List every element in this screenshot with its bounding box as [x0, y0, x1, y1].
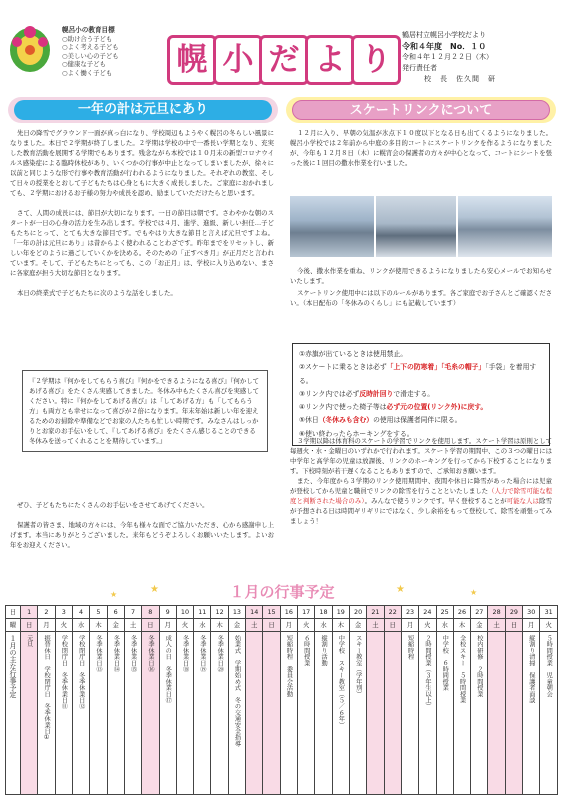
- calendar-event: 冬季休業日⑲: [194, 632, 211, 795]
- calendar-weekday: 火: [419, 619, 436, 632]
- calendar-day: 22: [384, 606, 401, 619]
- paragraph: 今後、撒水作業を重ね、リンクが使用できるようになりましたら安心メールでお知らせいたします。: [290, 267, 552, 285]
- calendar-day: 31: [540, 606, 558, 619]
- calendar-day: 4: [72, 606, 89, 619]
- calendar-day: 3: [55, 606, 72, 619]
- calendar-weekday: 日: [384, 619, 401, 632]
- rule-item: ③リンク内では必ず反時計回りで滑走する。: [299, 389, 435, 398]
- paragraph: 保護者の皆さま、地域の方々には、今年も様々な面でご協力いただき、心から感謝申し上げます。本当にありがとうございました。来年もどうぞよろしくお願いいたします。よいお年をお迎えください。: [10, 521, 274, 549]
- calendar-weekday: 金: [107, 619, 124, 632]
- calendar-event: ２時間授業（３年生以上）: [419, 632, 436, 795]
- calendar-day: 16: [280, 606, 297, 619]
- calendar-event-row: [6, 632, 558, 795]
- calendar-day: 1: [21, 606, 38, 619]
- calendar-weekday: 水: [72, 619, 89, 632]
- paragraph: ３学期以降は体育科のスケートの学習でリンクを使用します。スケート学習は原則として毎週火・水・金曜日のいずれかで行われます。スケート学習の期間中、この３つの曜日には中学年と高学年の児童は放課後、リンクのホーキングを行ってから下校することになります。下校時刻が若干遅くなることもありますので、ご承知おき願います。: [290, 437, 552, 475]
- calendar-weekday: 月: [38, 619, 55, 632]
- calendar-event: 振替休日 学校閉庁日 冬季休業日①: [38, 632, 55, 795]
- calendar-event: 校内研修 ２時間授業: [471, 632, 488, 795]
- calendar-weekday: 日: [505, 619, 522, 632]
- calendar-weekday: 土: [246, 619, 263, 632]
- calendar-event: 短縮時程 委員会活動: [280, 632, 297, 795]
- calendar-event: [488, 632, 505, 795]
- paragraph: １２月に入り、早朝の気温が氷点下１０度以下となる日も出てくるようになりました。幌呂小学校では２年前から中庭の多目的コートにスケートリンクを作るようになりましたが、今年も１２月８日（木）に幌宵会の保護者の方々が中心となって、コートにシートを張った後に１回目の撒水作業を行いました。: [290, 129, 552, 167]
- calendar-day: 20: [349, 606, 366, 619]
- calendar-weekday: 水: [436, 619, 453, 632]
- title-char: よ: [305, 35, 355, 85]
- calendar-weekday-row: [6, 619, 558, 632]
- calendar-day: 24: [419, 606, 436, 619]
- title-char: 小: [213, 35, 263, 85]
- calendar-day: 15: [263, 606, 280, 619]
- goal-item: ○よく考える子ども: [62, 43, 119, 52]
- calendar-event: ６時間授業: [298, 632, 315, 795]
- left-article-heading: [8, 97, 278, 123]
- calendar-event: [246, 632, 263, 795]
- calendar-event: 始業式 学期始め式 冬の交通安全指導: [228, 632, 245, 795]
- side-label: １月の主な行事予定: [6, 632, 21, 795]
- goal-item: ○健康な子ども: [62, 60, 106, 69]
- calendar-weekday: 月: [401, 619, 418, 632]
- event-calendar: [5, 605, 558, 795]
- title-char: 幌: [167, 35, 217, 85]
- school-name: 鶴居村立幌呂小学校だより: [402, 31, 486, 39]
- calendar-title: １月の行事予定: [229, 583, 335, 601]
- calendar-event: 縦割り活動: [315, 632, 332, 795]
- issue-number: 令和４年度 No．１０: [402, 42, 487, 51]
- calendar-event: 学校閉庁日 冬季休業日⑫: [72, 632, 89, 795]
- calendar-weekday: 日: [21, 619, 38, 632]
- calendar-day: 26: [453, 606, 470, 619]
- calendar-day: 13: [228, 606, 245, 619]
- calendar-day: 27: [471, 606, 488, 619]
- calendar-event: 縦割り清掃 保護者面談: [523, 632, 540, 795]
- publisher-label: 発行責任者: [402, 64, 437, 72]
- calendar-event: [384, 632, 401, 795]
- calendar-event: 成人の日 冬季休業日⑰: [159, 632, 176, 795]
- rink-photo: [376, 196, 456, 257]
- goal-item: ○美しい心の子ども: [62, 51, 119, 60]
- calendar-weekday: 木: [453, 619, 470, 632]
- day-label: 日: [6, 606, 21, 619]
- calendar-weekday: 金: [228, 619, 245, 632]
- calendar-weekday: 火: [540, 619, 558, 632]
- calendar-event: 冬季休業日⑯: [142, 632, 159, 795]
- paragraph: スケートリンク使用中には以下のルールがあります。各ご家庭でお子さんとご確認ください。（本日配布の「冬休みのくらし」にも記載しています）: [290, 289, 552, 307]
- paragraph: 本日の終業式で子どもたちに次のような話をしました。: [17, 289, 177, 297]
- calendar-day: 21: [367, 606, 384, 619]
- calendar-day: 10: [176, 606, 193, 619]
- calendar-event: [263, 632, 280, 795]
- rule-item: ⑤休日（冬休みも含む）の使用は保護者同伴に限る。: [299, 416, 462, 425]
- calendar-event: 全校スキー ５時間授業: [453, 632, 470, 795]
- calendar-weekday: 木: [211, 619, 228, 632]
- calendar-weekday: 水: [315, 619, 332, 632]
- rule-item: ④リンク内で使った椅子等は必ず元の位置(リンク外)に戻す。: [299, 403, 488, 412]
- goals-title: 幌呂小の教育目標: [62, 26, 115, 34]
- calendar-event: 中学校 スキー教室（５／６年）: [332, 632, 349, 795]
- calendar-weekday: 木: [90, 619, 107, 632]
- calendar-event: [505, 632, 522, 795]
- right-article-closing: [290, 436, 552, 526]
- calendar-day: 19: [332, 606, 349, 619]
- calendar-day: 29: [505, 606, 522, 619]
- calendar-day: 30: [523, 606, 540, 619]
- calendar-day-row: [6, 606, 558, 619]
- calendar-event: 冬季休業日⑳: [211, 632, 228, 795]
- calendar-weekday: 木: [332, 619, 349, 632]
- calendar-weekday: 金: [471, 619, 488, 632]
- school-emblem: [8, 22, 52, 74]
- title-char: だ: [259, 35, 309, 85]
- right-article-intro: [290, 128, 552, 168]
- calendar-day: 8: [142, 606, 159, 619]
- calendar-event: スキー教室（学年別）: [349, 632, 366, 795]
- publication-info: [402, 30, 558, 85]
- calendar-day: 6: [107, 606, 124, 619]
- calendar-day: 7: [124, 606, 141, 619]
- rink-photo: [290, 196, 374, 257]
- rule-item: ①赤旗が出ているときは使用禁止。: [299, 350, 408, 358]
- paragraph: また、今年度から３学期のリンク使用期間中、夜間や休日に降雪があった場合には児童が登校してから児童と職員でリンクの除雪を行うことといたしました（人力で除雪可能な程度と判断された場合のみ）。みんなで使うリンクです。早く登校することが可能な人は除雪が予想される日は時間ギリギリにではなく、少し余裕をもって登校して、除雪を頑張ってみましょう！: [290, 477, 553, 525]
- rink-photo: [458, 196, 552, 257]
- calendar-event: 元旦: [21, 632, 38, 795]
- paragraph: ぜひ、子どもたちにたくさんのお手伝いをさせてあげてください。: [17, 501, 209, 509]
- calendar-event: 冬季休業日⑱: [176, 632, 193, 795]
- calendar-day: 17: [298, 606, 315, 619]
- title-char: り: [351, 35, 401, 85]
- issue-date: 令和４年１２月２２日（木）: [402, 53, 493, 61]
- paragraph: さて、人間の成長には、節目が大切になります。一日の節目は朝です。さわやかな朝のスタートが一日の心身の活力を生み出します。学校では４月、進学、進級、新しい担任…子どもたちにとって、とても大きな節目です。でもやはり大きな節目と言えば元旦ですよね。「一年の計は元旦にあり」は昔からよく使われることわざです。昨年までをリセットし、新しい年をどのように過ごしていくかを決める。そのための「正すべき月」が正月だと言われています。そして、子どもたちにとっても、この「お正月」は、学校に入り込めない、まさに各家庭が担う大切な節目となります。: [10, 209, 274, 277]
- right-article-heading: [286, 97, 556, 123]
- calendar-day: 5: [90, 606, 107, 619]
- calendar-weekday: 火: [176, 619, 193, 632]
- paragraph: 先日の降雪でグラウンド一面が真っ白になり、学校周辺もようやく幌呂の冬らしい風景になりました。本日で２学期が終了しました。２学期は学校の中で一番長い学期となり、充実した教育活動を展開する学期でもあります。残念ながら本校では１０月末の新型コロナウイルス感染症による臨時休校があり、いくつかの行事が中止となってしまいましたが、徐々に以前と同じような形で行事や教育活動が行われるようになりました。それぞれの教室、そして日々の授業をとおして子どもたちは心身ともに大きく成長しました。ご家庭におかれましても、２学期におけるお子様の努力や成長を認め、励ましていただけたらと思います。: [10, 129, 274, 197]
- calendar-weekday: 水: [194, 619, 211, 632]
- right-heading-text: スケートリンクについて: [292, 100, 550, 120]
- calendar-day: 14: [246, 606, 263, 619]
- calendar-day: 9: [159, 606, 176, 619]
- goal-item: ○よく働く子ども: [62, 68, 113, 77]
- calendar-event: 学校閉庁日 冬季休業日⑪: [55, 632, 72, 795]
- calendar-event: 冬季休業日⑭: [107, 632, 124, 795]
- rule-item: ⑥使い終わったらホーキングをする。: [299, 429, 414, 438]
- calendar-event: ５時間授業 児童朝会: [540, 632, 558, 795]
- calendar-event: 冬季休業日⑮: [124, 632, 141, 795]
- rink-rules-box: [292, 343, 550, 446]
- calendar-weekday: 日: [263, 619, 280, 632]
- calendar-day: 2: [38, 606, 55, 619]
- education-goals: [62, 26, 157, 78]
- calendar-event: 中学校 ６時間授業: [436, 632, 453, 795]
- calendar-weekday: 日: [142, 619, 159, 632]
- calendar-event: 冬季休業日⑬: [90, 632, 107, 795]
- right-article-body: [290, 266, 552, 308]
- calendar-day: 11: [194, 606, 211, 619]
- calendar-weekday: 月: [523, 619, 540, 632]
- calendar-weekday: 月: [280, 619, 297, 632]
- left-article-closing: [10, 500, 274, 550]
- calendar-day: 28: [488, 606, 505, 619]
- calendar-weekday: 金: [349, 619, 366, 632]
- calendar-weekday: 土: [124, 619, 141, 632]
- calendar-day: 23: [401, 606, 418, 619]
- calendar-day: 18: [315, 606, 332, 619]
- rule-item: ②スケートに乗るときは必ず「上下の防寒着」「毛糸の帽子」「手袋」を着用する。: [299, 363, 537, 385]
- left-article-body: [10, 128, 274, 298]
- calendar-event: [367, 632, 384, 795]
- calendar-event: 短縮時程: [401, 632, 418, 795]
- weekday-label: 曜: [6, 619, 21, 632]
- calendar-weekday: 月: [159, 619, 176, 632]
- calendar-weekday: 土: [488, 619, 505, 632]
- publisher-name: 校 長 佐久間 研: [424, 75, 496, 83]
- goal-item: ○助け合う子ども: [62, 34, 113, 43]
- calendar-day: 25: [436, 606, 453, 619]
- newsletter-title: [167, 30, 393, 90]
- calendar-day: 12: [211, 606, 228, 619]
- quote-box: 『２学期は『何かをしてもらう喜び』『何かをできるようになる喜び』『何かしてあげる喜び』をたくさん実感してきました。冬休み中もたくさん喜びを実感してください。特に『何かをしてあげる喜び』は「してあげる方」も「してもらう方」も両方とも幸せになって喜びが２倍になります。年末年始は新しい年を迎えるためのお掃除や準備などでお家の人たちも忙しい時期です。みなさんはしっかりとお家のお手伝いをして、『してあげる喜び』をたくさん感じることのできる冬休みを送ってくれることを期待しています。』: [22, 370, 268, 452]
- calendar-weekday: 火: [55, 619, 72, 632]
- calendar-weekday: 火: [298, 619, 315, 632]
- calendar-weekday: 土: [367, 619, 384, 632]
- left-heading-text: 一年の計は元旦にあり: [14, 100, 272, 120]
